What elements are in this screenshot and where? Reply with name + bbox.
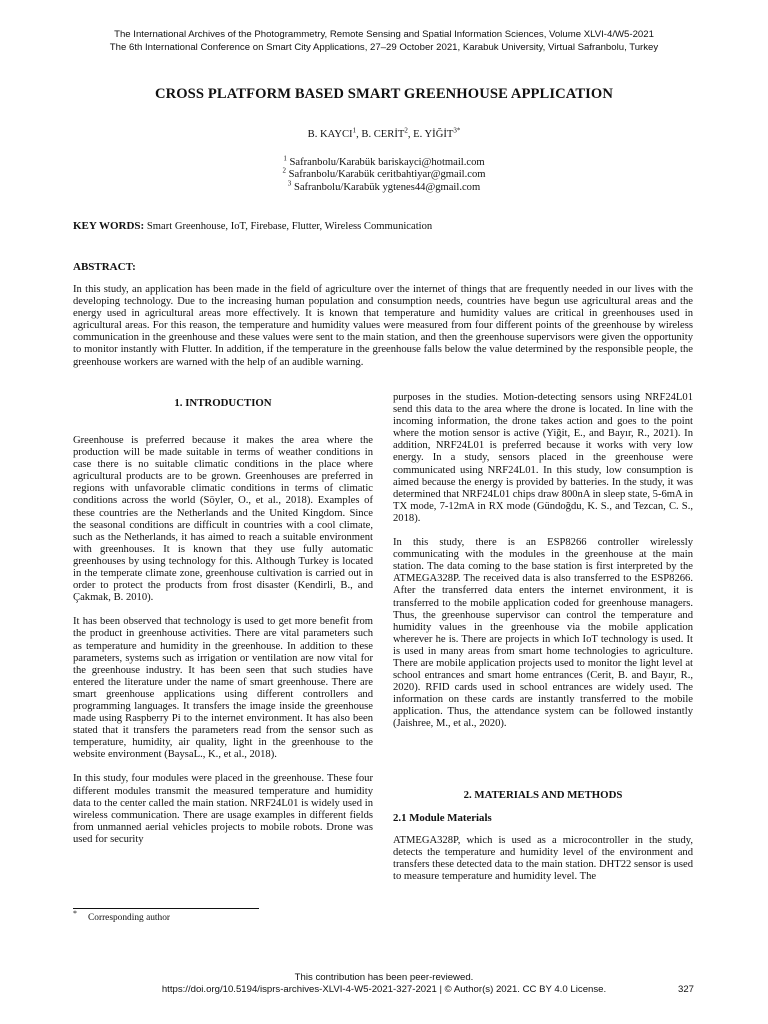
footer-doi-link[interactable]: https://doi.org/10.5194/isprs-archives-XLVI-4-W5-2021-327-2021 | © Author(s) 2021. CC BY 4.0 License. (161, 984, 607, 995)
right-column (393, 392, 693, 731)
keywords-text: Smart Greenhouse, IoT, Firebase, Flutter, Wireless Communication (146, 221, 433, 232)
footnote: * Corresponding author (73, 908, 171, 923)
journal-header-line-2: The 6th International Conference on Smart City Applications, 27–29 October 2021, Karabuk University, Virtual Safranbolu, Turkey (109, 42, 659, 53)
author-superscript: 2 (404, 126, 408, 135)
body-paragraph: In this study, four modules were placed in the greenhouse. These four different modules transmit the measured temperature and humidity data to the center called the main station. NRF24L01 is widely used in wireless communication. There are usage examples in different fields from unmanned aerial vehicles projects to mobile robots. Drone was used for security (73, 773, 373, 845)
affiliation-superscript: 2 (282, 166, 286, 175)
footnote-rule (73, 908, 259, 909)
journal-header-line-1: The International Archives of the Photogrammetry, Remote Sensing and Spatial Information Sciences, Volume XLVI-4/W5-2021 (114, 29, 654, 40)
author-list (0, 126, 768, 140)
author-separator: , (407, 129, 414, 140)
affiliation-text: Safranbolu/Karabük ygtenes44@gmail.com (293, 182, 481, 193)
section-heading-materials-methods: 2. MATERIALS AND METHODS (463, 789, 623, 801)
affiliation-2 (0, 166, 768, 180)
body-paragraph: In this study, there is an ESP8266 controller wirelessly communicating with the modules in the greenhouse at the main station. The data coming to the base station is first interpreted by the ATMEGA328P. The received data is also transferred to the ESP8266. After the transferred data enters the internet environment, it is transferred to the mobile application coded for greenhouse managers. Thus, the greenhouse supervisor can control the temperature and humidity values in the greenhouse via the mobile application wherever he is. There are projects in which IoT technology is used. It is used in many areas from smart home technologies to agriculture. There are mobile application projects used to monitor the light level at school entrances and smart home entrances (Cerit, B. and Bayır, R., 2020). RFID cards used in school entrances are widely used. The information on these cards are instantly transferred to the mobile application. Thus, the attendance system can be followed instantly (Jaishree, M., et al., 2020). (393, 537, 693, 730)
affiliation-text: Safranbolu/Karabük bariskayci@hotmail.com (289, 157, 485, 168)
footer-peer-review: This contribution has been peer-reviewed. (294, 972, 474, 983)
author-name: B. CERİT (361, 129, 405, 140)
footnote-text: Corresponding author (88, 913, 171, 923)
body-paragraph: ATMEGA328P, which is used as a microcontroller in the study, detects the temperature and humidity level of the environment and transfers these detected data to the main station. DHT22 sensor is used to measure temperature and humidity level. The (393, 835, 693, 883)
page-number: 327 (677, 984, 694, 995)
abstract-body: In this study, an application has been made in the field of agriculture over the internet of things that are frequently needed in our lives with the developing technology. Due to the increasing human population and consumption needs, countries have begun use agricultural areas and the energy used in agricultural areas more effectively. It is known that temperature and humidity values are critical in greenhouses used in agricultural areas. For this reason, the temperature and humidity values were measured from four different points of the greenhouse by wireless communication in the greenhouse and these values were sent to the main station, and then the greenhouse supervisors were given the opportunity to monitor instantly with Flutter. In addition, if the temperature in the greenhouse falls below the value determined by the responsible people, the greenhouse workers are warned with the help of an audible warning. (73, 284, 693, 368)
keywords-label: KEY WORDS: (73, 220, 145, 232)
author-separator: , (356, 129, 362, 140)
keywords (73, 220, 693, 232)
author-superscript: 3* (453, 126, 461, 135)
subsection-heading: 2.1 Module Materials (393, 812, 492, 824)
affiliation-1 (0, 154, 768, 168)
body-paragraph: Greenhouse is preferred because it makes the area where the production will be made suitable in terms of weather conditions in case there is no suitable climatic conditions in the place where agricultural products are to be grown. Greenhouses are preferred in regions with unfavorable climatic conditions in terms of climatic conditions across the world (Söyler, O., et al., 2018). Examples of these countries are the Netherlands and the United Kingdom. Since the seasonal conditions are difficult in countries with a cool climate, such as the Netherlands, it has aimed to reach a suitable environment with greenhouses. It is known that they use fully automatic greenhouses by using technology for this. Although Turkey is located in the temperate climate zone, greenhouse cultivation is carried out in order to protect the products from frost disaster (Kendirli, B., and Çakmak, B. 2010). (73, 435, 373, 604)
author-name: E. YİĞİT (413, 129, 454, 140)
affiliation-superscript: 1 (283, 154, 287, 163)
affiliation-superscript: 3 (287, 179, 292, 188)
left-column (73, 435, 373, 846)
right-column-continued (393, 835, 693, 883)
affiliation-3 (0, 179, 768, 193)
body-paragraph: It has been observed that technology is used to get more benefit from the product in greenhouse activities. There are vital parameters such as temperature and humidity in the greenhouse. In addition to these parameters, systems such as irrigation or ventilation are now vital for the greenhouse industry. It has been seen that such studies have entered the literature under the name of smart greenhouse. There are smart greenhouse applications using different controllers and programming languages. It transfers the image inside the greenhouse made using Raspberry Pi to the internet environment. It has also been stated that it transfers the parameters read from the sensor such as temperature, humidity, air quality, light in the greenhouse to the website environment (BaysaL., K., et al., 2018). (73, 616, 373, 761)
author-superscript: 1 (352, 126, 357, 135)
author-name: B. KAYCI (307, 129, 353, 140)
paper-title: CROSS PLATFORM BASED SMART GREENHOUSE APPLICATION (154, 86, 614, 102)
abstract-heading: ABSTRACT: (73, 261, 136, 273)
section-heading-introduction: 1. INTRODUCTION (174, 397, 272, 409)
affiliation-text: Safranbolu/Karabük ceritbahtiyar@gmail.com (288, 169, 486, 180)
body-paragraph: purposes in the studies. Motion-detecting sensors using NRF24L01 send this data to the area where the drone is located. In line with the incoming information, the drone takes action and goes to the point where the motion sensor is active (Yiğit, E., and Bayır, R., 2021). In addition, NRF24L01 is preferred because it works with very low energy. In a study, sensors placed in the greenhouse were communicated using NRF24L01. In this study, low consumption is aimed because the energy is provided by batteries. In the study, it was determined that NRF24L01 chips draw 800nA in sleep state, 5-6mA in TX mode, 7-12mA in RX mode (Gündoğdu, K. S., and Tezcan, C. S., 2018). (393, 392, 693, 524)
